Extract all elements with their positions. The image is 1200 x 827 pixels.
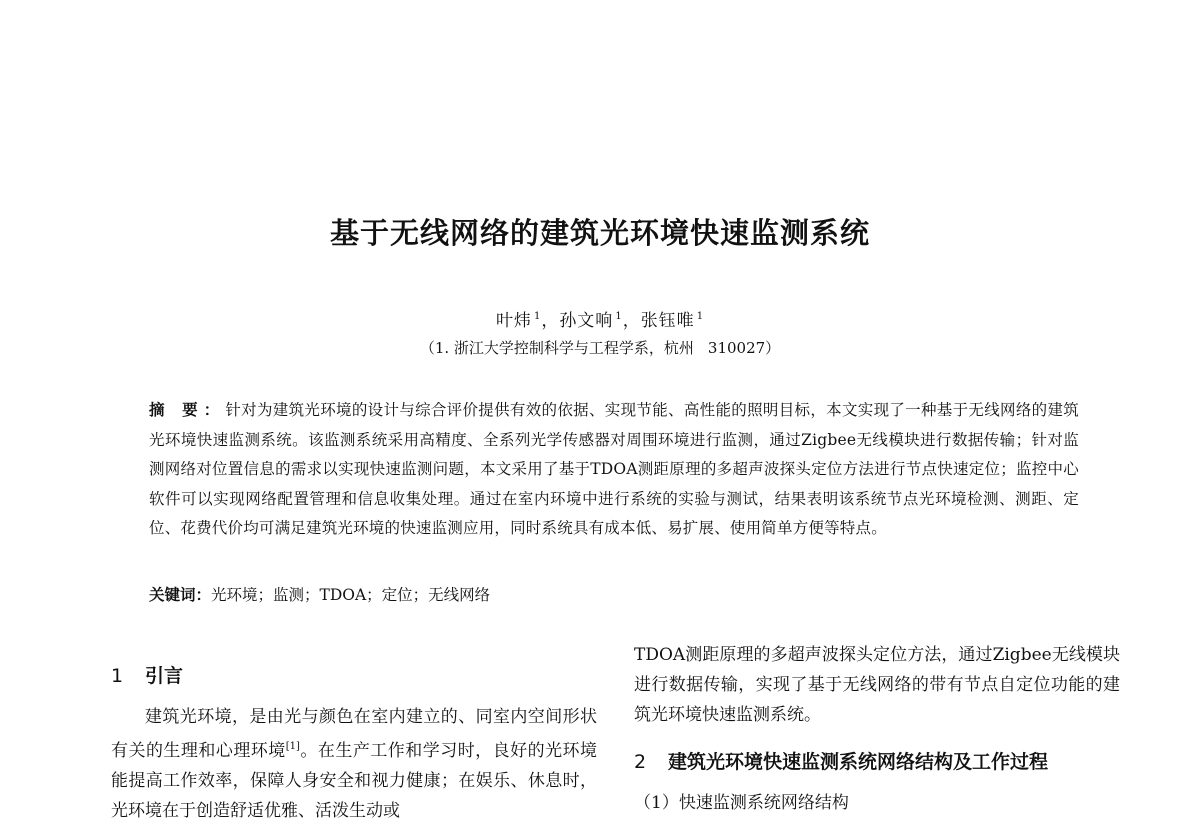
body-paragraph: TDOA测距原理的多超声波探头定位方法，通过Zigbee无线模块进行数据传输，实现了基于无线网络的带有节点自定位功能的建筑光环境快速监测系统。	[634, 645, 1120, 725]
right-column	[634, 640, 1120, 818]
body-paragraph	[111, 702, 597, 826]
section-number: 2	[634, 751, 647, 773]
citation-ref: [1]	[285, 741, 300, 752]
section-heading	[111, 658, 597, 694]
author-name: 张钰唯	[640, 311, 695, 331]
abstract-text: 针对为建筑光环境的设计与综合评价提供有效的依据、实现节能、高性能的照明目标，本文实现了一种基于无线网络的建筑光环境快速监测系统。该监测系统采用高精度、全系列光学传感器对周围环境进行监测，通过Zigbee无线模块进行数据传输；针对监测网络对位置信息的需求以实现快速监测问题，本文采用了基于TDOA测距原理的多超声波探头定位方法进行节点快速定位；监控中心软件可以实现网络配置管理和信息收集处理。通过在室内环境中进行系统的实验与测试，结果表明该系统节点光环境检测、测距、定位、花费代价均可满足建筑光环境的快速监测应用，同时系统具有成本低、易扩展、使用简单方便等特点。	[149, 401, 1079, 537]
section-number: 1	[111, 665, 124, 687]
author-affil-mark: 1	[696, 311, 705, 322]
author-separator: ，	[541, 311, 560, 331]
paragraph-text: 建筑光环境，是由光与颜色在室内建立的、同室内空间形状有关的生理和心理环境	[111, 707, 597, 761]
section-heading	[634, 744, 1120, 780]
author-name: 叶炜	[495, 311, 532, 331]
keywords-text: 光环境；监测；TDOA；定位；无线网络	[211, 586, 491, 604]
section-title: 引言	[145, 665, 184, 687]
abstract	[149, 396, 1079, 544]
postal-code: 310027）	[707, 339, 781, 357]
affiliation-text: （1. 浙江大学控制科学与工程学系，杭州	[419, 339, 694, 357]
paper-title: 基于无线网络的建筑光环境快速监测系统	[329, 216, 870, 250]
abstract-label: 摘 要：	[149, 401, 226, 419]
keywords	[149, 583, 490, 605]
author-list	[0, 306, 1200, 331]
author-separator: ，	[622, 311, 641, 331]
author-name: 孙文响	[559, 311, 614, 331]
author-affil-mark: 1	[533, 311, 542, 322]
affiliation	[0, 337, 1200, 358]
section-title: 建筑光环境快速监测系统网络结构及工作过程	[668, 751, 1049, 773]
paragraph-text: 。在生产工作和学习时，良好的光环境能提高工作效率，保障人身安全和视力健康；在娱乐、休息时，光环境在于创造舒适优雅、活泼生动或	[111, 741, 598, 821]
left-column	[111, 658, 597, 826]
author-affil-mark: 1	[615, 311, 623, 322]
keywords-label: 关键词：	[149, 586, 212, 604]
subsection-heading: （1）快速监测系统网络结构	[634, 793, 849, 813]
